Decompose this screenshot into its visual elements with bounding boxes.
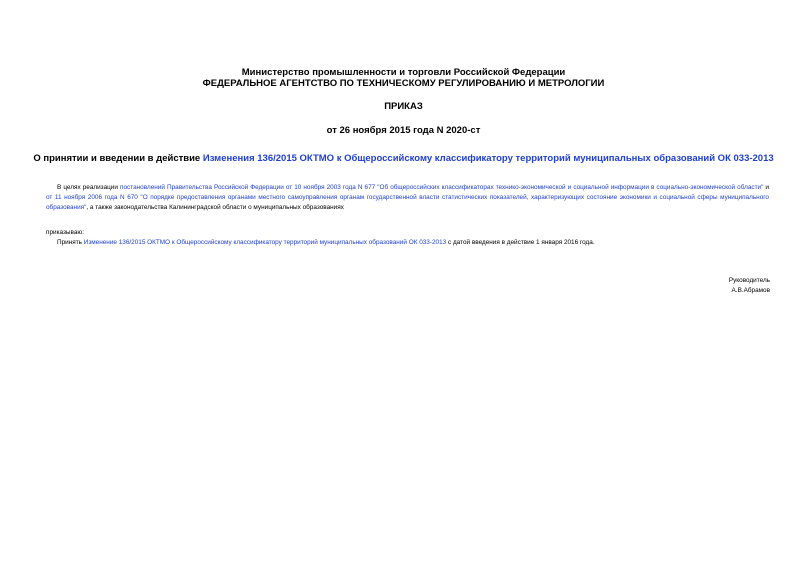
amendment-link[interactable]: Изменение 136/2015 ОКТМО к Общероссийскому классификатору территорий муниципальных образований ОК 033-2013: [83, 239, 447, 246]
signature-name: А.В.Абрамов: [731, 287, 770, 294]
paragraph-decision-suffix: с датой введения в действие 1 января 2016 года.: [446, 239, 595, 246]
document-date-number: от 26 ноября 2015 года N 2020-ст: [326, 125, 481, 136]
document-type: ПРИКАЗ: [384, 101, 423, 112]
paragraph-basis: [46, 183, 769, 213]
paragraph-decision: [46, 238, 769, 248]
signature-role: Руководитель: [728, 277, 770, 284]
paragraph-decision-prefix: Принять: [57, 239, 84, 246]
paragraph-basis-prefix: В целях реализации: [57, 184, 121, 191]
paragraph-order-word: приказываю:: [46, 229, 84, 236]
ministry-name: Министерство промышленности и торговли Российской Федерации: [241, 67, 566, 78]
title-link[interactable]: Изменения 136/2015 ОКТМО к Общероссийскому классификатору территорий муниципальных образований ОК 033-2013: [202, 153, 774, 164]
title-prefix: О принятии и введении в действие: [33, 153, 203, 164]
paragraph-basis-suffix: , а также законодательства Калининградской области о муниципальных образованиях: [86, 204, 344, 211]
document-title: [0, 153, 807, 164]
paragraph-basis-middle: и: [763, 184, 769, 191]
decree-677-link[interactable]: постановлений Правительства Российской Федерации от 10 ноября 2003 года N 677 "Об общероссийских классификаторах технико-экономической и социальной информации в социально-экономической области": [120, 184, 764, 191]
agency-name: ФЕДЕРАЛЬНОЕ АГЕНТСТВО ПО ТЕХНИЧЕСКОМУ РЕГУЛИРОВАНИЮ И МЕТРОЛОГИИ: [202, 78, 605, 89]
decree-670-link[interactable]: от 11 ноября 2006 года N 670 "О порядке предоставления органами местного самоуправления органам государственной власти статистических показателей, характеризующих состояние экономики и социальной сферы муниципального образования": [46, 194, 769, 211]
